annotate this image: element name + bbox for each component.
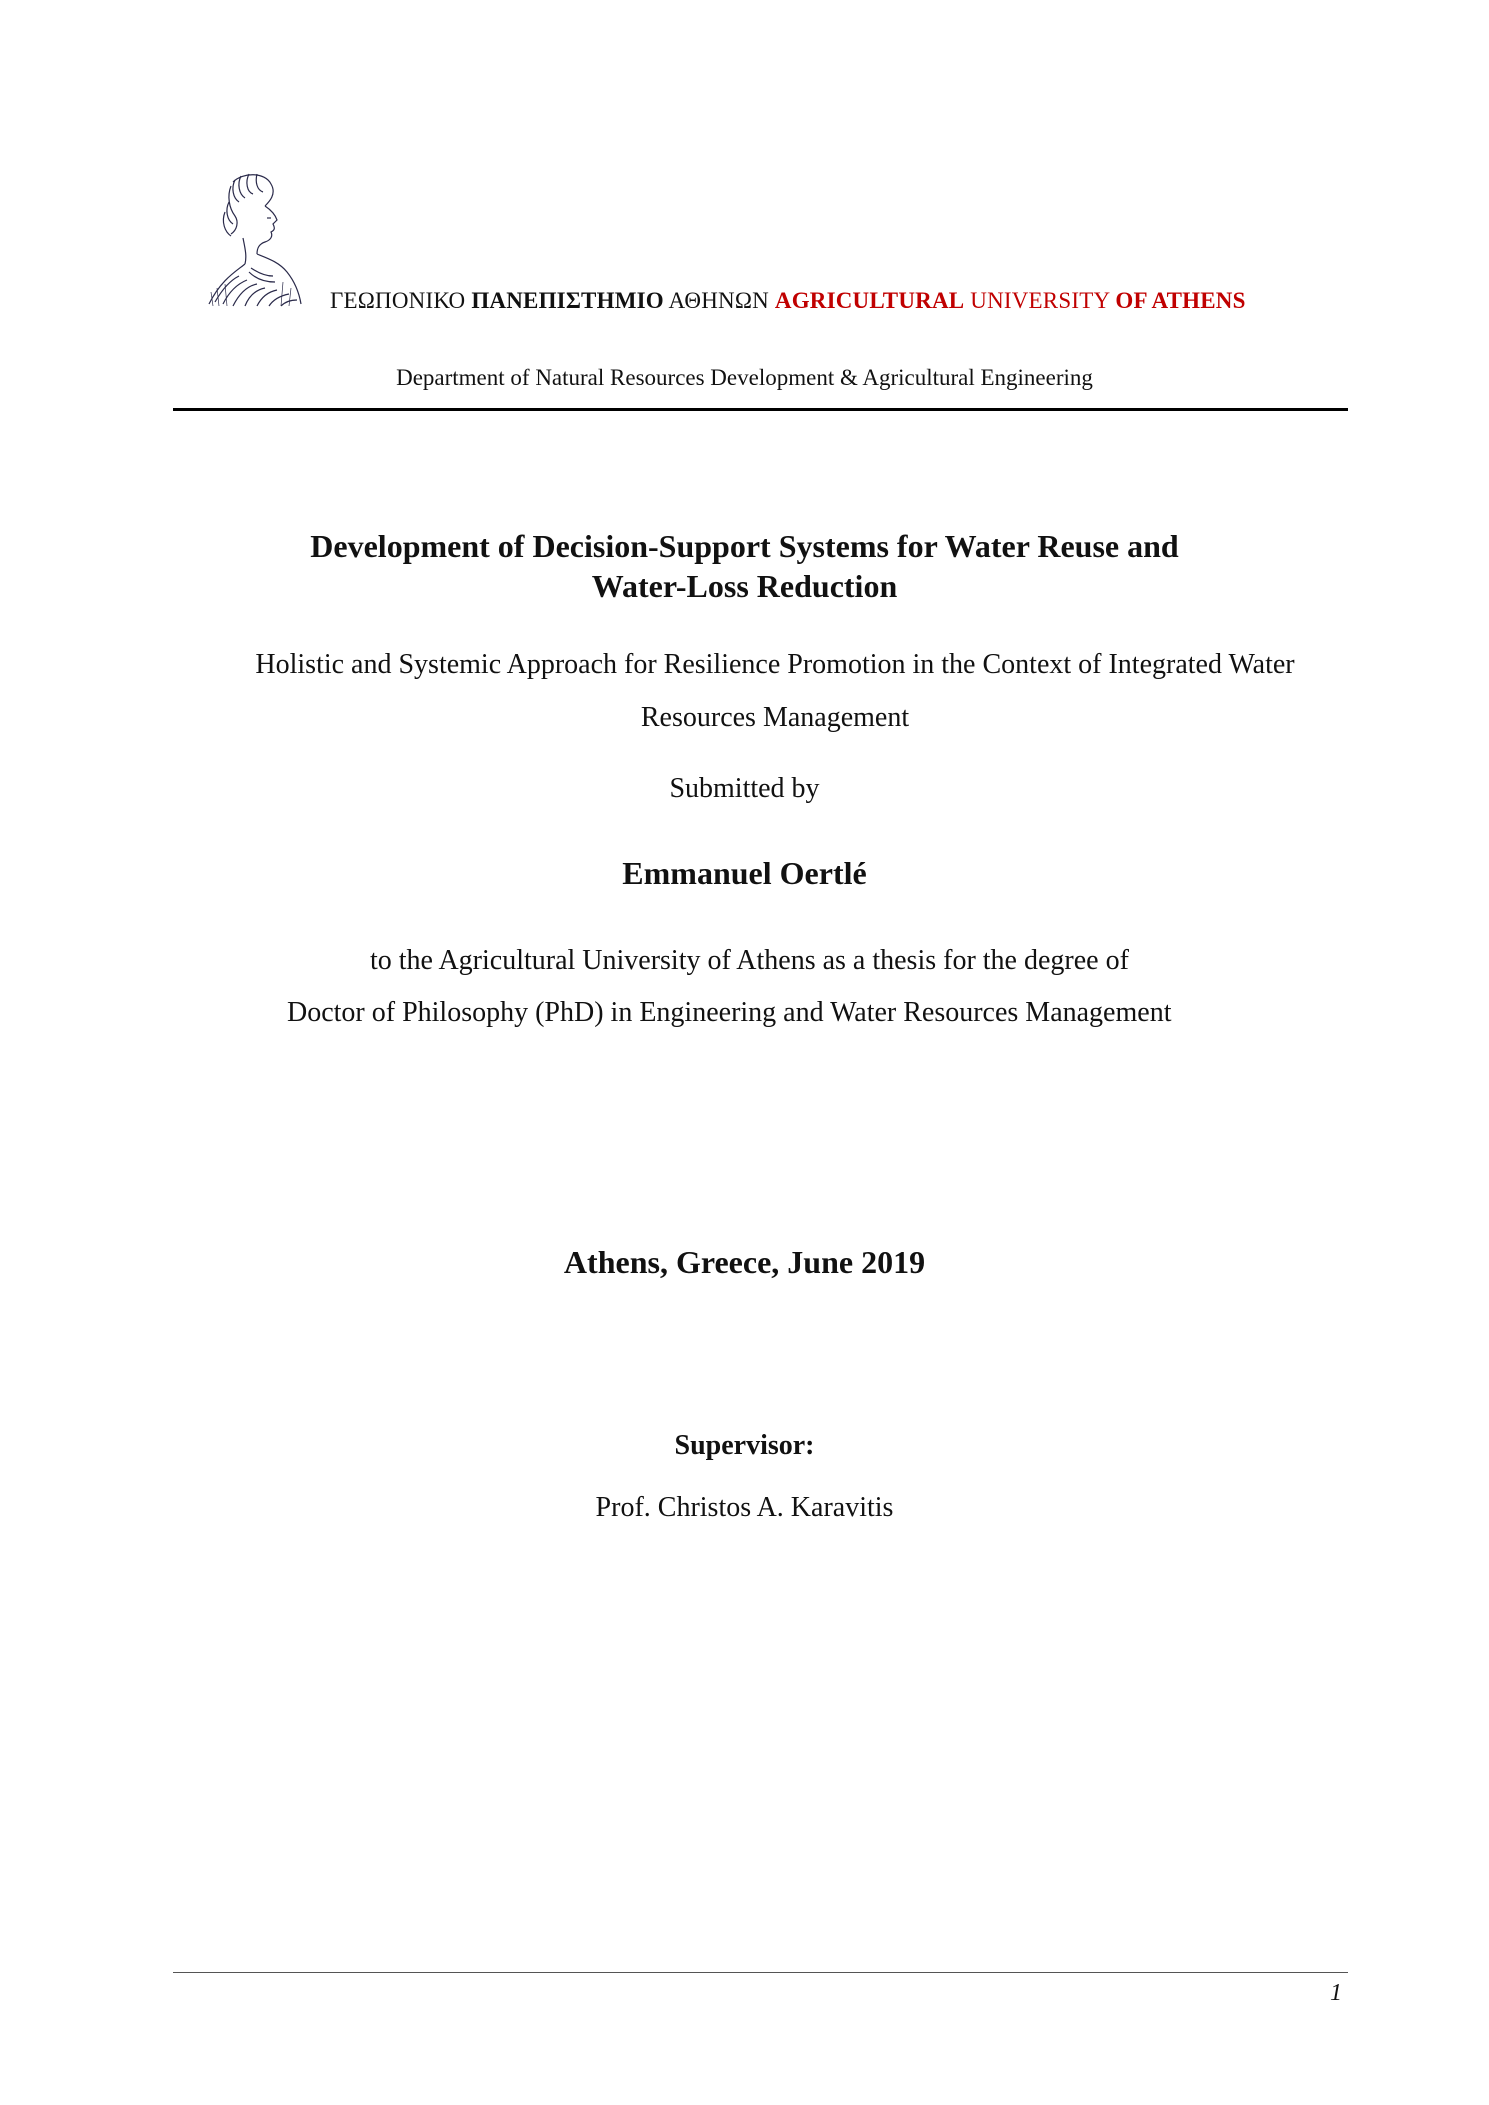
subtitle-line-2: Resources Management <box>640 702 910 733</box>
supervisor-name: Prof. Christos A. Karavitis <box>595 1492 894 1523</box>
place-and-date: Athens, Greece, June 2019 <box>563 1244 926 1280</box>
greek-name-part-2: ΠΑΝΕΠΙΣΤΗΜΙΟ <box>471 288 664 313</box>
thesis-title <box>0 526 1489 606</box>
greek-name-part-3: ΑΘΗΝΩΝ <box>668 288 769 313</box>
thesis-subtitle <box>200 638 1350 744</box>
university-logo <box>195 172 317 308</box>
author-name: Emmanuel Oertlé <box>622 855 867 891</box>
degree-statement-line-2: Doctor of Philosophy (PhD) in Engineering and Water Resources Management <box>287 997 1172 1028</box>
thesis-title-line-1: Development of Decision-Support Systems for Water Reuse and <box>310 528 1179 564</box>
greek-name-part-1: ΓΕΩΠΟΝΙΚΟ <box>330 288 466 313</box>
english-name-part-3: OF ATHENS <box>1115 288 1246 313</box>
submitted-by-label: Submitted by <box>669 773 820 804</box>
thesis-title-line-2: Water-Loss Reduction <box>591 568 898 604</box>
english-name-part-2: UNIVERSITY <box>970 288 1110 313</box>
page-number: 1 <box>1330 1980 1342 2006</box>
english-name-part-1: AGRICULTURAL <box>774 288 965 313</box>
header-divider <box>173 408 1348 411</box>
subtitle-line-1: Holistic and Systemic Approach for Resilience Promotion in the Context of Integrated Water <box>255 649 1295 680</box>
university-name-line <box>330 288 1246 314</box>
degree-statement-line-1: to the Agricultural University of Athens as a thesis for the degree of <box>370 945 1129 976</box>
department-name: Department of Natural Resources Development & Agricultural Engineering <box>396 365 1093 390</box>
supervisor-label: Supervisor: <box>674 1430 815 1461</box>
footer-divider <box>173 1972 1348 1973</box>
